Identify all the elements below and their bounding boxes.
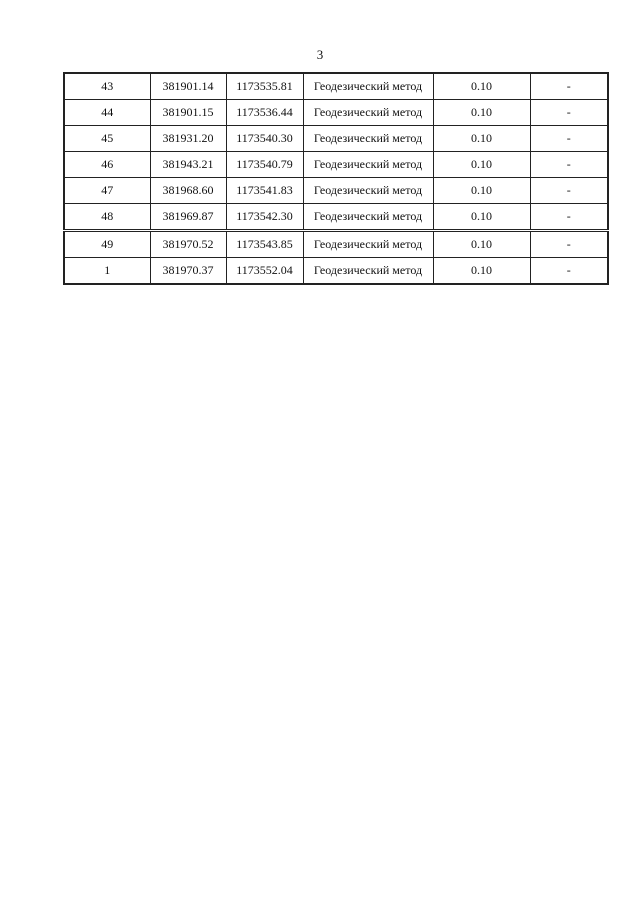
method-cell: Геодезический метод — [303, 258, 433, 285]
extra-cell: - — [530, 258, 608, 285]
page-number: 3 — [316, 47, 324, 62]
x-coordinate-cell: 381970.52 — [150, 231, 226, 258]
extra-cell: - — [530, 231, 608, 258]
method-cell: Геодезический метод — [303, 73, 433, 100]
table-row — [64, 126, 608, 152]
precision-cell: 0.10 — [433, 204, 530, 231]
extra-cell: - — [530, 73, 608, 100]
coordinates-table — [63, 72, 609, 285]
precision-cell: 0.10 — [433, 258, 530, 285]
x-coordinate-cell: 381943.21 — [150, 152, 226, 178]
table-row — [64, 152, 608, 178]
point-number-cell: 43 — [64, 73, 150, 100]
precision-cell: 0.10 — [433, 100, 530, 126]
method-cell: Геодезический метод — [303, 100, 433, 126]
y-coordinate-cell: 1173540.79 — [226, 152, 303, 178]
extra-cell: - — [530, 100, 608, 126]
precision-cell: 0.10 — [433, 73, 530, 100]
y-coordinate-cell: 1173542.30 — [226, 204, 303, 231]
x-coordinate-cell: 381968.60 — [150, 178, 226, 204]
method-cell: Геодезический метод — [303, 204, 433, 231]
x-coordinate-cell: 381970.37 — [150, 258, 226, 285]
point-number-cell: 48 — [64, 204, 150, 231]
precision-cell: 0.10 — [433, 178, 530, 204]
x-coordinate-cell: 381969.87 — [150, 204, 226, 231]
table-row — [64, 204, 608, 231]
coordinates-table-body — [64, 73, 608, 284]
method-cell: Геодезический метод — [303, 231, 433, 258]
method-cell: Геодезический метод — [303, 152, 433, 178]
y-coordinate-cell: 1173535.81 — [226, 73, 303, 100]
y-coordinate-cell: 1173541.83 — [226, 178, 303, 204]
table-row — [64, 231, 608, 258]
point-number-cell: 45 — [64, 126, 150, 152]
point-number-cell: 1 — [64, 258, 150, 285]
method-cell: Геодезический метод — [303, 178, 433, 204]
x-coordinate-cell: 381901.14 — [150, 73, 226, 100]
point-number-cell: 47 — [64, 178, 150, 204]
y-coordinate-cell: 1173543.85 — [226, 231, 303, 258]
table-row — [64, 258, 608, 285]
table-row — [64, 100, 608, 126]
precision-cell: 0.10 — [433, 126, 530, 152]
table-row — [64, 178, 608, 204]
precision-cell: 0.10 — [433, 231, 530, 258]
precision-cell: 0.10 — [433, 152, 530, 178]
method-cell: Геодезический метод — [303, 126, 433, 152]
table-row — [64, 73, 608, 100]
point-number-cell: 49 — [64, 231, 150, 258]
extra-cell: - — [530, 204, 608, 231]
x-coordinate-cell: 381931.20 — [150, 126, 226, 152]
extra-cell: - — [530, 152, 608, 178]
x-coordinate-cell: 381901.15 — [150, 100, 226, 126]
extra-cell: - — [530, 178, 608, 204]
y-coordinate-cell: 1173536.44 — [226, 100, 303, 126]
y-coordinate-cell: 1173552.04 — [226, 258, 303, 285]
extra-cell: - — [530, 126, 608, 152]
point-number-cell: 46 — [64, 152, 150, 178]
point-number-cell: 44 — [64, 100, 150, 126]
y-coordinate-cell: 1173540.30 — [226, 126, 303, 152]
